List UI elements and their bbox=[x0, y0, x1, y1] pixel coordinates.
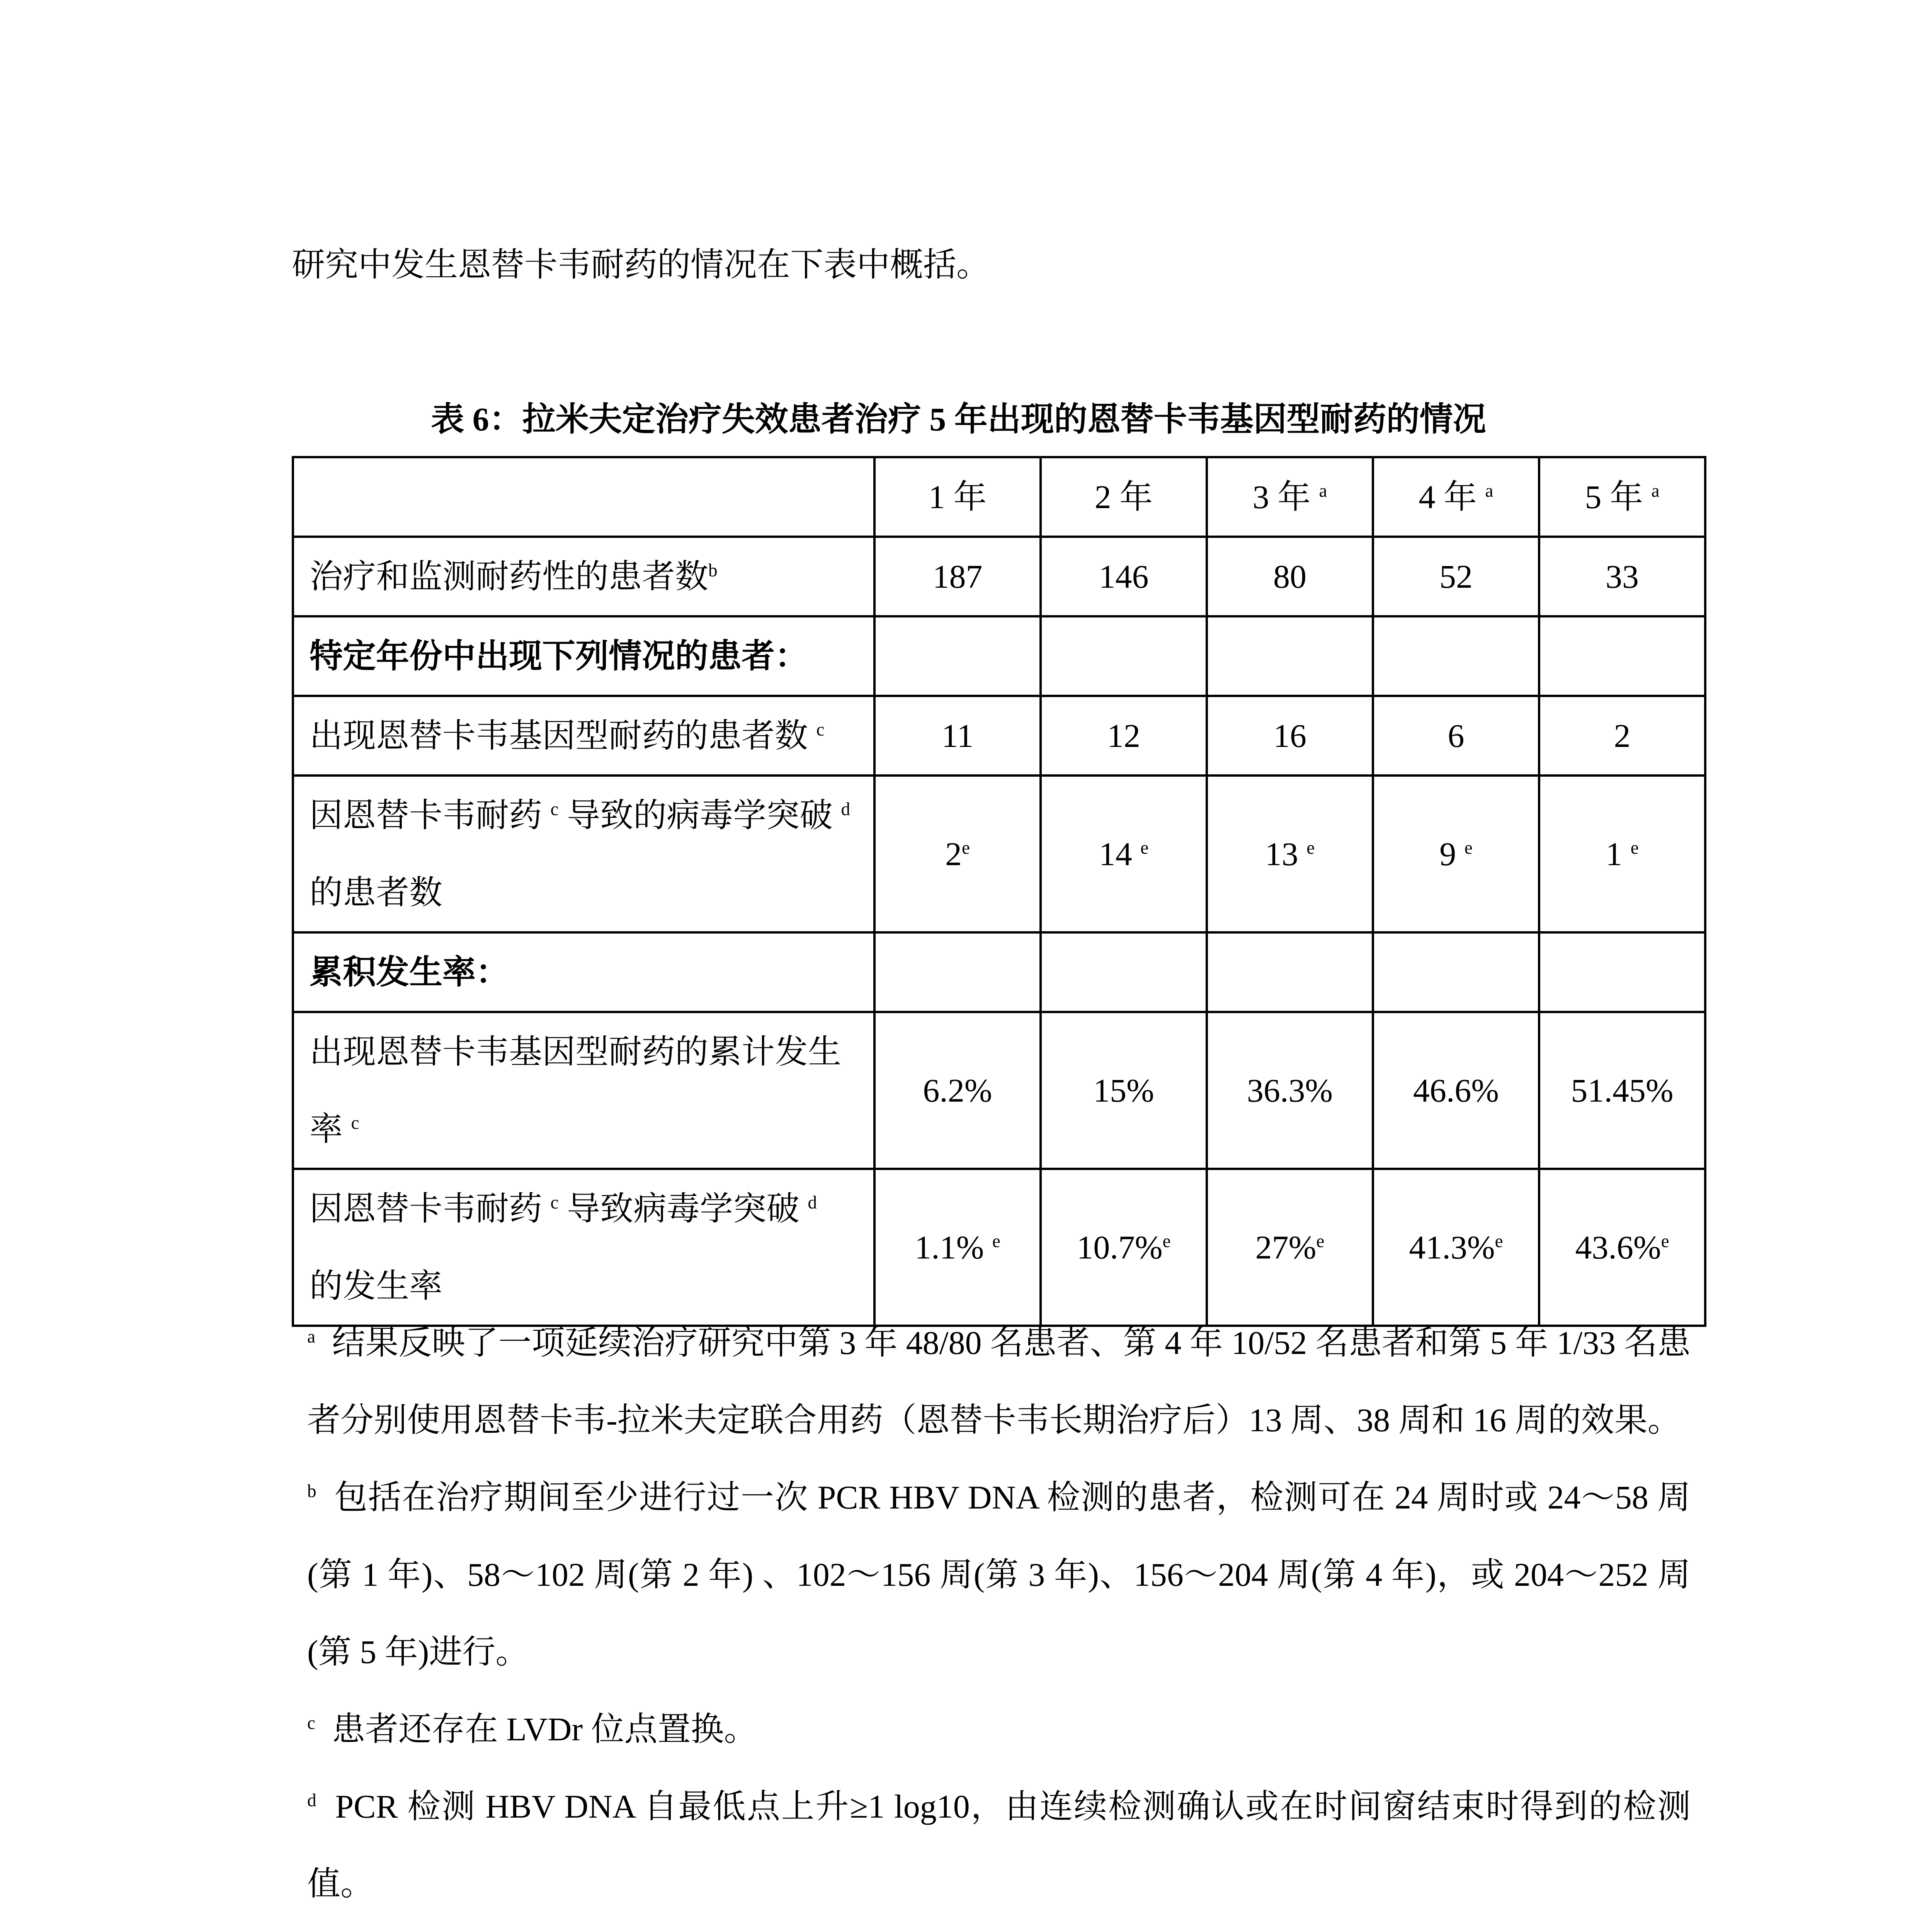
footnote-mark: a bbox=[307, 1327, 315, 1347]
footnote-d: $^d$ PCR 检测 HBV DNA 自最低点上升≥1 log10，由连续检测确认或在时间窗结束时得到的检测值。 bbox=[307, 1788, 1691, 1902]
empty-cell bbox=[1207, 932, 1373, 1012]
empty-cell bbox=[1373, 932, 1539, 1012]
section-label: 特定年份中出现下列情况的患者： bbox=[293, 616, 874, 696]
row-label: 治疗和监测耐药性的患者数$^b$ bbox=[293, 537, 874, 616]
row-label: 因恩替卡韦耐药 $^c$ 导致的病毒学突破 $^d$ 的患者数 bbox=[293, 776, 874, 932]
footnote-mark: e bbox=[992, 1231, 1000, 1252]
resistance-table bbox=[292, 456, 1706, 1327]
value-cell: 43.6%$^e$ bbox=[1539, 1169, 1705, 1326]
footnote-mark: e bbox=[1306, 838, 1315, 858]
footnote-a: $^a$ 结果反映了一项延续治疗研究中第 3 年 48/80 名患者、第 4 年 10/52 名患者和第 5 年 1/33 名患者分别使用恩替卡韦-拉米夫定联合用药（恩替卡韦长期治疗后）13 周、38 周和 16 周的效果。 bbox=[307, 1324, 1691, 1439]
footnote-mark: e bbox=[1464, 838, 1473, 858]
footnote-b: $^b$ 包括在治疗期间至少进行过一次 PCR HBV DNA 检测的患者，检测可在 24 周时或 24～58 周(第 1 年)、58～102 周(第 2 年) 、102～156 周(第 3 年)、156～204 周(第 4 年)，或 204～252 周(第 5 年)进行。 bbox=[307, 1479, 1691, 1670]
footnote-mark: d bbox=[307, 1790, 316, 1811]
value-cell: 14 $^e$ bbox=[1041, 776, 1207, 932]
value-cell: 2 bbox=[1539, 696, 1705, 776]
footnote-mark: a bbox=[1651, 481, 1660, 501]
footnote-mark: e bbox=[1495, 1231, 1503, 1252]
row-label: 因恩替卡韦耐药 $^c$ 导致病毒学突破 $^d$ 的发生率 bbox=[293, 1169, 874, 1326]
table-row bbox=[293, 537, 1705, 616]
value-cell: 11 bbox=[874, 696, 1041, 776]
header-cell bbox=[293, 457, 874, 537]
footnote-mark: e bbox=[1140, 838, 1149, 858]
footnote-mark: a bbox=[1485, 481, 1493, 501]
table-row bbox=[293, 1169, 1705, 1326]
value-cell: 51.45% bbox=[1539, 1012, 1705, 1169]
footnote-mark: b bbox=[307, 1481, 316, 1502]
section-row bbox=[293, 616, 1705, 696]
empty-cell bbox=[1207, 616, 1373, 696]
value-cell: 46.6% bbox=[1373, 1012, 1539, 1169]
header-cell: 2 年 bbox=[1041, 457, 1207, 537]
value-cell: 80 bbox=[1207, 537, 1373, 616]
footnote-mark: e bbox=[962, 838, 970, 858]
header-cell: 4 年 $^a$ bbox=[1373, 457, 1539, 537]
section-row bbox=[293, 932, 1705, 1012]
footnote-mark: e bbox=[1661, 1231, 1669, 1252]
value-cell: 36.3% bbox=[1207, 1012, 1373, 1169]
value-cell: 1.1% $^e$ bbox=[874, 1169, 1041, 1326]
empty-cell bbox=[1539, 932, 1705, 1012]
value-cell: 187 bbox=[874, 537, 1041, 616]
footnote-mark: c bbox=[550, 799, 559, 820]
footnote-mark: d bbox=[808, 1192, 817, 1213]
footnote-mark: e bbox=[1630, 838, 1639, 858]
empty-cell bbox=[874, 616, 1041, 696]
table-title: 表 6：拉米夫定治疗失效患者治疗 5 年出现的恩替卡韦基因型耐药的情况 bbox=[431, 401, 1486, 438]
header-row bbox=[293, 457, 1705, 537]
value-cell: 6.2% bbox=[874, 1012, 1041, 1169]
footnote-mark: c bbox=[351, 1113, 359, 1133]
footnote-c: $^c$ 患者还存在 LVDr 位点置换。 bbox=[307, 1711, 757, 1748]
footnote-mark: b bbox=[708, 560, 718, 581]
value-cell: 12 bbox=[1041, 696, 1207, 776]
empty-cell bbox=[1539, 616, 1705, 696]
table-row bbox=[293, 696, 1705, 776]
row-label: 出现恩替卡韦基因型耐药的累计发生率 $^c$ bbox=[293, 1012, 874, 1169]
header-cell: 1 年 bbox=[874, 457, 1041, 537]
value-cell: 146 bbox=[1041, 537, 1207, 616]
value-cell: 16 bbox=[1207, 696, 1373, 776]
section-label: 累积发生率： bbox=[293, 932, 874, 1012]
value-cell: 15% bbox=[1041, 1012, 1207, 1169]
header-cell: 3 年 $^a$ bbox=[1207, 457, 1373, 537]
empty-cell bbox=[1373, 616, 1539, 696]
table-row bbox=[293, 776, 1705, 932]
value-cell: 41.3%$^e$ bbox=[1373, 1169, 1539, 1326]
value-cell: 6 bbox=[1373, 696, 1539, 776]
footnote-e bbox=[307, 1922, 1691, 1932]
empty-cell bbox=[1041, 932, 1207, 1012]
empty-cell bbox=[1041, 616, 1207, 696]
value-cell: 27%$^e$ bbox=[1207, 1169, 1373, 1326]
footnote-mark: a bbox=[1319, 481, 1327, 501]
footnote-mark: c bbox=[307, 1713, 315, 1733]
value-cell: 9 $^e$ bbox=[1373, 776, 1539, 932]
intro-text: 研究中发生恩替卡韦耐药的情况在下表中概括。 bbox=[292, 246, 990, 283]
footnote-mark: d bbox=[841, 799, 850, 820]
table-row bbox=[293, 1012, 1705, 1169]
footnote-mark: e bbox=[1316, 1231, 1325, 1252]
footnote-mark: e bbox=[1162, 1231, 1171, 1252]
row-label: 出现恩替卡韦基因型耐药的患者数 $^c$ bbox=[293, 696, 874, 776]
value-cell: 2e bbox=[874, 776, 1041, 932]
value-cell: 13 $^e$ bbox=[1207, 776, 1373, 932]
empty-cell bbox=[874, 932, 1041, 1012]
footnote-mark: c bbox=[816, 719, 825, 740]
footnote-mark: c bbox=[550, 1192, 559, 1213]
value-cell: 1 $^e$ bbox=[1539, 776, 1705, 932]
value-cell: 10.7%$^e$ bbox=[1041, 1169, 1207, 1326]
header-cell: 5 年 $^a$ bbox=[1539, 457, 1705, 537]
value-cell: 33 bbox=[1539, 537, 1705, 616]
value-cell: 52 bbox=[1373, 537, 1539, 616]
